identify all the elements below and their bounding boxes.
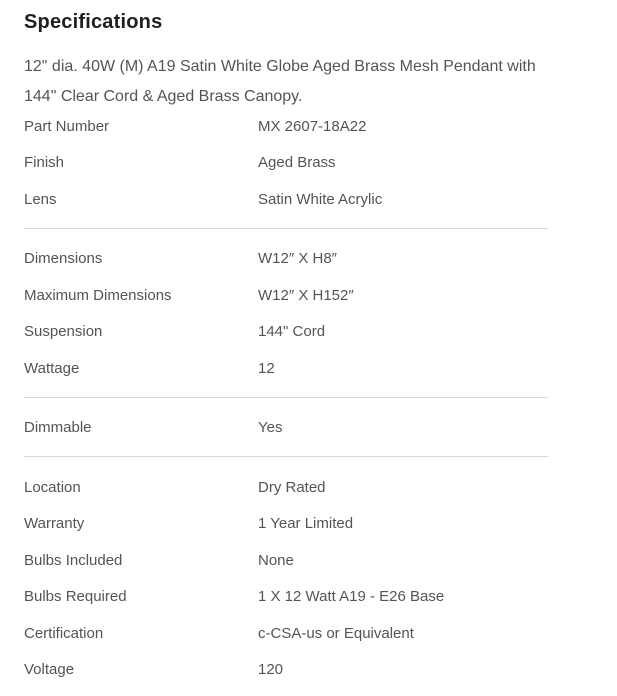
spec-row	[24, 652, 548, 689]
divider	[24, 456, 548, 457]
spec-value: 144" Cord	[258, 323, 326, 341]
spec-value: Satin White Acrylic	[258, 190, 383, 208]
spec-value: 1 Year Limited	[258, 515, 354, 533]
spec-label: Suspension	[24, 323, 103, 341]
spec-label: Lens	[24, 190, 57, 208]
spec-row	[24, 615, 548, 652]
spec-label: Bulbs Required	[24, 588, 127, 606]
spec-value: Dry Rated	[258, 478, 326, 496]
spec-group	[24, 469, 593, 688]
spec-label: Dimensions	[24, 250, 103, 268]
spec-row	[24, 181, 548, 218]
spec-label: Finish	[24, 154, 65, 172]
spec-row	[24, 410, 548, 447]
spec-row	[24, 469, 548, 506]
product-description: 12" dia. 40W (M) A19 Satin White Globe Aged Brass Mesh Pendant with 144" Clear Cord & Aged Brass Canopy.	[24, 58, 536, 105]
spec-value: MX 2607-18A22	[258, 117, 367, 135]
spec-label: Certification	[24, 624, 104, 642]
spec-groups	[24, 108, 593, 688]
spec-label: Wattage	[24, 359, 80, 377]
spec-row	[24, 506, 548, 543]
spec-row	[24, 277, 548, 314]
spec-value: c-CSA-us or Equivalent	[258, 624, 414, 642]
spec-label: Part Number	[24, 117, 110, 135]
spec-row	[24, 145, 548, 182]
spec-value: 120	[258, 661, 284, 679]
spec-row	[24, 108, 548, 145]
specifications-title: Specifications	[24, 11, 163, 33]
spec-row	[24, 350, 548, 387]
spec-label: Dimmable	[24, 419, 92, 437]
spec-label: Location	[24, 478, 81, 496]
spec-value: W12″ X H8″	[258, 250, 337, 268]
spec-value: W12″ X H152″	[258, 286, 354, 304]
spec-value: None	[258, 551, 294, 569]
spec-row	[24, 542, 548, 579]
divider	[24, 397, 548, 398]
spec-label: Warranty	[24, 515, 85, 533]
spec-row	[24, 579, 548, 616]
divider	[24, 228, 548, 229]
spec-group	[24, 108, 593, 218]
spec-value: Yes	[258, 419, 283, 437]
spec-label: Bulbs Included	[24, 551, 123, 569]
spec-value: 1 X 12 Watt A19 - E26 Base	[258, 588, 445, 606]
spec-row	[24, 241, 548, 278]
spec-label: Voltage	[24, 661, 75, 679]
spec-label: Maximum Dimensions	[24, 286, 172, 304]
spec-group	[24, 241, 593, 387]
spec-value: Aged Brass	[258, 154, 336, 172]
spec-row	[24, 314, 548, 351]
spec-value: 12	[258, 359, 275, 377]
spec-group	[24, 410, 593, 447]
